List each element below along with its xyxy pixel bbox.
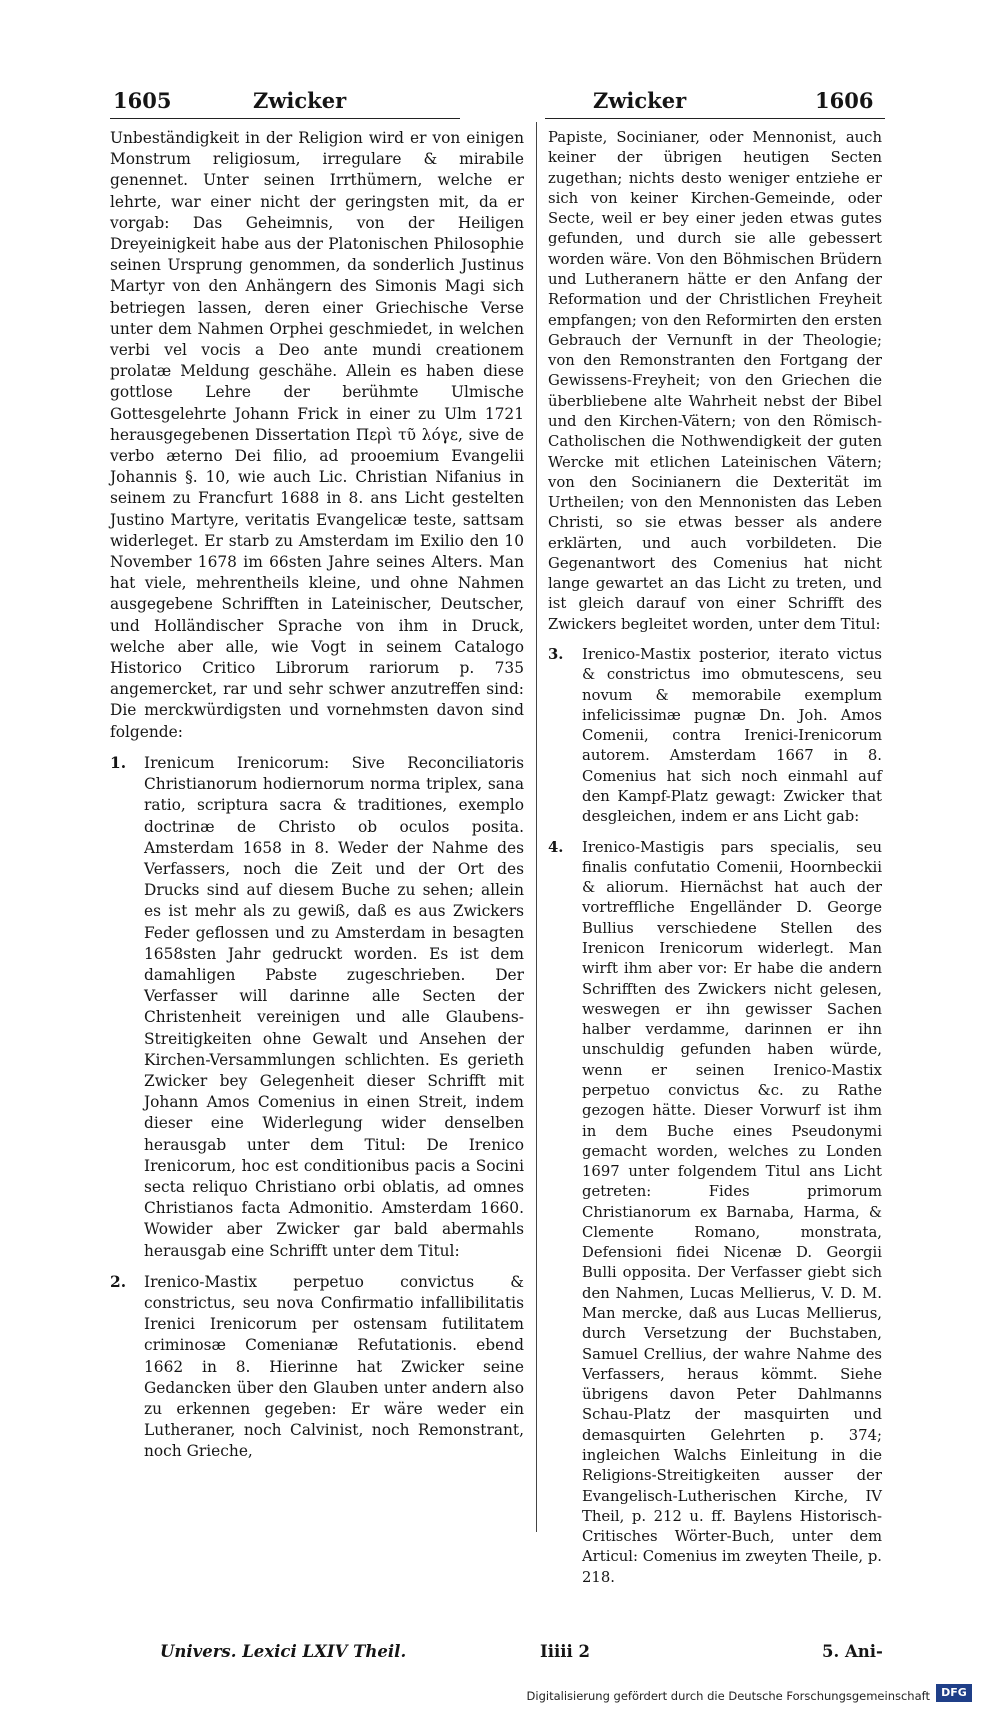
entry-2-number: 2.	[110, 1272, 127, 1291]
entry-1-text: Irenicum Irenicorum: Sive Reconciliatoris Christianorum hodiernorum norma triplex, sana ratio, scriptura sacra & traditiones, exemplo doctrinæ de Christo ob oculos posita. Amsterdam 1658 in 8. Weder der Nahme des Verfassers, noch die Zeit und der Ort des Drucks sind auf diesem Buche zu sehen; allein es ist mehr als zu gewiß, daß es aus Zwickers Feder geflossen und zu Amsterdam in besagten 1658sten Jahr gedruckt worden. Es ist dem damahligen Pabste zugeschrieben. Der Verfasser will darinne alle Secten der Christenheit vereinigen und alle Glaubens-Streitigkeiten ohne Gewalt und Ansehen der Kirchen-Versammlungen schlichten. Es gerieth Zwicker bey Gelegenheit dieser Schrifft mit Johann Amos Comenius in einen Streit, indem dieser eine Widerlegung wider denselben herausgab unter dem Titul: De Irenico Irenicorum, hoc est conditionibus pacis a Socini secta reliquo Christiano orbi oblatis, ad omnes Christianos facta Admonitio. Amsterdam 1660. Wowider aber Zwicker gar bald abermahls herausgab eine Schrifft unter dem Titul:	[144, 753, 524, 1260]
left-column-text: Unbeständigkeit in der Religion wird er von einigen Monstrum religiosum, irregulare & mirabile genennet. Unter seinen Irrthümern, welche er lehrte, war einer nicht der geringsten mit, da er vorgab: Das Geheimnis, von der Heiligen Dreyeinigkeit habe aus der Platonischen Philosophie seinen Ursprung genommen, da sonderlich Justinus Martyr von den Anhängern des Simonis Magi sich betriegen lassen, deren einer Griechische Verse unter dem Nahmen Orphei geschmiedet, in welchen verbi vel vocis a Deo ante mundi creationem prolatæ Meldung geschähe. Allein es haben diese gottlose Lehre der berühmte Ulmische Gottesgelehrte Johann Frick in einer zu Ulm 1721 herausgegebenen Dissertation Περὶ τῦ λόγε, sive de verbo æterno Dei filio, ad prooemium Evangelii Johannis §. 10, wie auch Lic. Christian Nifanius in seinem zu Francfurt 1688 in 8. ans Licht gestelten Justino Martyre, veritatis Evangelicæ teste, sattsam widerleget. Er starb zu Amsterdam im Exilio den 10 November 1678 im 66sten Jahre seines Alters. Man hat viele, mehrentheils kleine, und ohne Nahmen ausgegebene Schrifften in Lateinischer, Deutscher, und Holländischer Sprache von ihm in Druck, welche aber alle, wie Vogt in seinem Catalogo Historico Critico Librorum rariorum p. 735 angemercket, rar und sehr schwer anzutreffen sind: Die merckwürdigsten und vornehmsten davon sind folgende:	[110, 129, 524, 741]
header-rule-right	[545, 118, 885, 119]
volume-footer: Univers. Lexici LXIV Theil.	[160, 1642, 407, 1661]
entry-3-number: 3.	[548, 646, 564, 664]
entry-3	[548, 645, 882, 828]
catchword: 5. Ani-	[822, 1642, 883, 1661]
entry-4	[548, 838, 882, 1588]
header-rule-left	[110, 118, 460, 119]
page-number-left: 1605	[113, 88, 172, 113]
entry-4-number: 4.	[548, 838, 564, 856]
dfg-logo: DFG	[936, 1684, 972, 1702]
running-title-left: Zwicker	[253, 88, 347, 113]
signature-mark: Iiiii 2	[540, 1642, 591, 1661]
entry-2	[110, 1272, 524, 1463]
left-column	[110, 128, 524, 1463]
entry-3-text: Irenico-Mastix posterior, iterato victus & constrictus imo obmutescens, seu novum & memorabile exemplum infelicissimæ pugnæ Dn. Joh. Amos Comenii, contra Irenici-Irenicorum autorem. Amsterdam 1667 in 8. Comenius hat sich noch einmahl auf den Kampf-Platz gewagt: Zwicker that desgleichen, indem er ans Licht gab:	[582, 646, 882, 826]
page-number-right: 1606	[815, 88, 874, 113]
entry-2-text: Irenico-Mastix perpetuo convictus & constrictus, seu nova Confirmatio infallibilitatis Irenici Irenicorum per ostensam futilitatem criminosæ Comenianæ Refutationis. ebend 1662 in 8. Hierinne hat Zwicker seine Gedancken über den Glauben unter andern also zu erkennen gegeben: Er wäre weder ein Lutheraner, noch Calvinist, noch Remonstrant, noch Grieche,	[144, 1272, 524, 1461]
entry-4-text: Irenico-Mastigis pars specialis, seu finalis confutatio Comenii, Hoornbeckii & aliorum. Hiernächst hat auch der vortreffliche Engelländer D. George Bullius verschiedene Stellen des Irenicon Irenicorum widerlegt. Man wirft ihm aber vor: Er habe die andern Schrifften des Zwickers nicht gelesen, weswegen er ihn gewisser Sachen halber verdamme, darinnen er ihn unschuldig gefunden haben würde, wenn er seinen Irenico-Mastix perpetuo convictus &c. zu Rathe gezogen hätte. Dieser Vorwurf ist ihm in dem Buche eines Pseudonymi gemacht worden, welches zu Londen 1697 unter folgendem Titul ans Licht getreten: Fides primorum Christianorum ex Barnaba, Harma, & Clemente Romano, monstrata, Defensioni fidei Nicenæ D. Georgii Bulli opposita. Der Verfasser giebt sich den Nahmen, Lucas Mellierus, V. D. M. Man mercke, daß aus Lucas Mellierus, durch Versetzung der Buchstaben, Samuel Crellius, der wahre Nahme des Verfassers, heraus kömmt. Siehe übrigens davon Peter Dahlmanns Schau-Platz der masquirten und demasquirten Gelehrten p. 374; ingleichen Walchs Einleitung in die Religions-Streitigkeiten ausser der Evangelisch-Lutherischen Kirche, IV Theil, p. 212 u. ff. Baylens Historisch-Critisches Wörter-Buch, unter dem Articul: Comenius im zweyten Theile, p. 218.	[582, 838, 882, 1586]
right-column	[548, 128, 882, 1588]
right-column-text: Papiste, Socinianer, oder Mennonist, auch keiner der übrigen heutigen Secten zugethan; nichts desto weniger entziehe er sich von keiner Kirchen-Gemeinde, oder Secte, weil er bey einer jeden etwas gutes gefunden, und durch sie alle gebessert worden wäre. Von den Böhmischen Brüdern und Lutheranern hätte er den Anfang der Reformation und der Christlichen Freyheit empfangen; von den Reformirten den ersten Gebrauch der Vernunft in der Theologie; von den Remonstranten den Fortgang der Gewissens-Freyheit; von den Griechen die überbliebene alte Wahrheit nebst der Bibel und den Kirchen-Vätern; von den Römisch-Catholischen die Nothwendigkeit der guten Wercke mit etlichen Lateinischen Vätern; von den Socinianern die Dexterität im Urtheilen; von den Mennonisten das Leben Christi, so sie etwas besser als andere erklärten, und auch vorbildeten. Die Gegenantwort des Comenius hat nicht lange gewartet an das Licht zu treten, und ist gleich darauf von einer Schrifft des Zwickers begleitet worden, unter dem Titul:	[548, 129, 882, 633]
running-title-right: Zwicker	[593, 88, 687, 113]
entry-1-number: 1.	[110, 753, 127, 772]
entry-1	[110, 753, 524, 1262]
digitization-credit: Digitalisierung gefördert durch die Deutsche Forschungsgemeinschaft	[526, 1689, 930, 1703]
column-divider	[536, 122, 537, 1532]
